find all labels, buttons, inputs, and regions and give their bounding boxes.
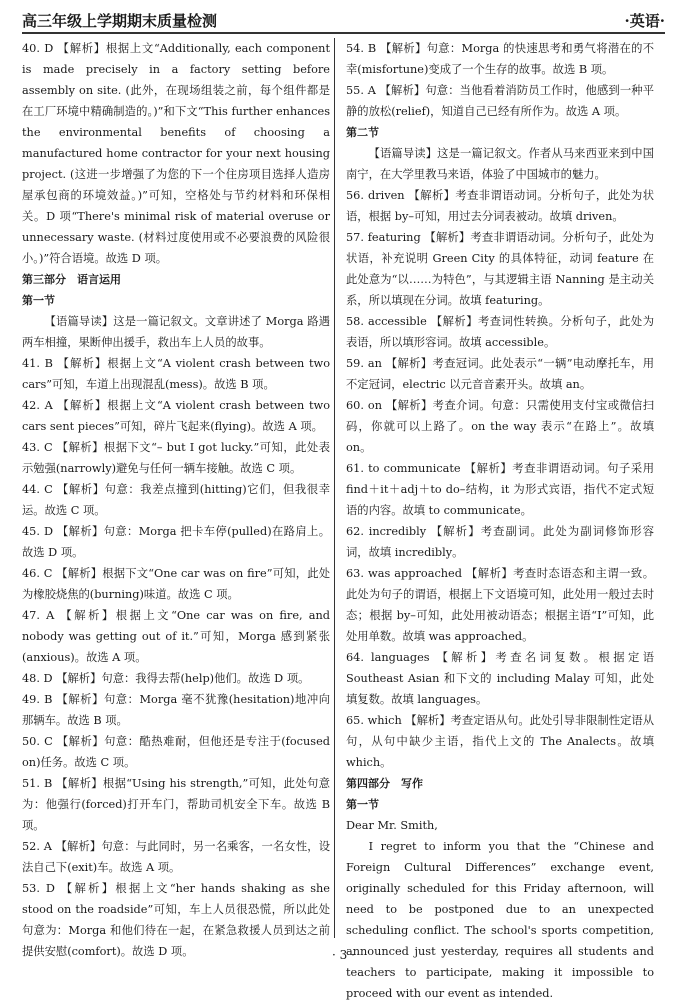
paragraph: 53. D 【解析】根据上文“her hands shaking as she stood on the roadside”可知，车上人员很恐慌，所以此处句意为：Morga 和他们待在一起，在紧急救援人员到达之前提供安慰(comfort)。故选 D 项。 — [22, 882, 330, 958]
paragraph: 44. C 【解析】句意：我差点撞到(hitting)它们，但我很幸运。故选 C 项。 — [22, 483, 330, 517]
section-heading: 第二节 — [346, 126, 379, 139]
paragraph: 【语篇导读】这是一篇记叙文。作者从马来西亚来到中国南宁，在大学里教马来语，体验了中国城市的魅力。 — [346, 147, 654, 181]
paragraph: 56. driven 【解析】考查非谓语动词。分析句子，此处为状语，根据 by–可知，用过去分词表被动。故填 driven。 — [346, 189, 654, 223]
paragraph: 43. C 【解析】根据下文“– but I got lucky.”可知，此处表示勉强(narrowly)避免与任何一辆车接触。故选 C 项。 — [22, 441, 330, 475]
paragraph: 61. to communicate 【解析】考查非谓语动词。句子采用 find＋it＋adj＋to do–结构，it 为形式宾语，指代不定式短语的内容。故填 to communicate。 — [346, 462, 654, 517]
paragraph: 54. B 【解析】句意：Morga 的快速思考和勇气将潜在的不幸(misfortune)变成了一个生存的故事。故选 B 项。 — [346, 42, 654, 76]
paragraph: Dear Mr. Smith, — [346, 819, 438, 832]
page-number: · 3 · — [332, 948, 355, 962]
paragraph: I regret to inform you that the “Chinese and Foreign Cultural Differences” exchange event, originally scheduled for this Friday afternoon, will need to be postponed due to an unexpected scheduling conflict. The school's sports competition, announced just yesterday, requires all students and teachers to participate, making it impossible to proceed with our event as intended. — [346, 840, 654, 1000]
paragraph: 57. featuring 【解析】考查非谓语动词。分析句子，此处为状语，补充说明 Green City 的具体特征，动词 feature 在此处意为“以……为特色”，与其逻辑主语 Nanning 是主动关系，所以填现在分词。故填 featuring。 — [346, 231, 654, 307]
paragraph: 41. B 【解析】根据上文“A violent crash between two cars”可知，车道上出现混乱(mess)。故选 B 项。 — [22, 357, 330, 391]
paragraph: 60. on 【解析】考查介词。句意：只需使用支付宝或微信扫码，你就可以上路了。on the way 表示“在路上”。故填 on。 — [346, 399, 654, 454]
paragraph: 62. incredibly 【解析】考查副词。此处为副词修饰形容词，故填 incredibly。 — [346, 525, 654, 559]
paragraph: 59. an 【解析】考查冠词。此处表示“一辆”电动摩托车，用不定冠词，electric 以元音音素开头。故填 an。 — [346, 357, 654, 391]
paragraph: 65. which 【解析】考查定语从句。此处引导非限制性定语从句，从句中缺少主语，指代上文的 The Analects。故填 which。 — [346, 714, 654, 769]
page-header — [22, 6, 665, 34]
column-divider — [334, 38, 335, 938]
section-heading: 第三部分 语言运用 — [22, 273, 121, 286]
paragraph: 52. A 【解析】句意：与此同时，另一名乘客，一名女性，设法自己下(exit)车。故选 A 项。 — [22, 840, 330, 874]
paragraph: 51. B 【解析】根据“Using his strength,”可知，此处句意为：他强行(forced)打开车门，帮助司机安全下车。故选 B 项。 — [22, 777, 330, 832]
paragraph: 46. C 【解析】根据下文“One car was on fire”可知，此处为橡胶烧焦的(burning)味道。故选 C 项。 — [22, 567, 330, 601]
paragraph: 47. A 【解析】根据上文“One car was on fire, and nobody was getting out of it.”可知，Morga 感到紧张(anxious)。故选 A 项。 — [22, 609, 330, 664]
paragraph: 58. accessible 【解析】考查词性转换。分析句子，此处为表语，所以填形容词。故填 accessible。 — [346, 315, 654, 349]
exam-title: 高三年级上学期期末质量检测 — [22, 12, 218, 30]
paragraph: 【语篇导读】这是一篇记叙文。文章讲述了 Morga 路遇两车相撞，果断伸出援手，救出车上人员的故事。 — [22, 315, 330, 349]
paragraph: 64. languages 【解析】考查名词复数。根据定语 Southeast Asian 和下文的 including Malay 可知，此处填复数。故填 languages。 — [346, 651, 654, 706]
paragraph: 48. D 【解析】句意：我得去帮(help)他们。故选 D 项。 — [22, 672, 310, 685]
subject-label: ·英语· — [624, 12, 665, 30]
paragraph: 42. A 【解析】根据上文“A violent crash between two cars sent pieces”可知，碎片飞起来(flying)。故选 A 项。 — [22, 399, 330, 433]
left-column — [22, 38, 330, 962]
section-heading: 第一节 — [22, 294, 55, 307]
paragraph: 49. B 【解析】句意：Morga 毫不犹豫(hesitation)地冲向那辆车。故选 B 项。 — [22, 693, 330, 727]
paragraph: 63. was approached 【解析】考查时态语态和主谓一致。此处为句子的谓语，根据上下文语境可知，此处用一般过去时态；根据 by–可知，此处用被动语态；根据主语“I”可知，此处用单数。故填 was approached。 — [346, 567, 654, 643]
paragraph: 40. D 【解析】根据上文“Additionally, each component is made precisely in a factory setting before assembly on site. (此外，在现场组装之前，每个组件都是在工厂环境中精确制造的。)”和下文“This further enhances the environmental benefits of choosing a manufactured home contractor for your next housing project. (这进一步增强了为您的下一个住房项目选择人造房屋承包商的环境效益。)”可知，空格处与节约材料和环保相关。D 项“There's minimal risk of material overuse or unnecessary waste. (材料过度使用或不必要浪费的风险很小。)”符合语境。故选 D 项。 — [22, 42, 330, 265]
section-heading: 第一节 — [346, 798, 379, 811]
paragraph: 50. C 【解析】句意：酷热难耐，但他还是专注于(focused on)任务。故选 C 项。 — [22, 735, 330, 769]
paragraph: 45. D 【解析】句意：Morga 把卡车停(pulled)在路肩上。故选 D 项。 — [22, 525, 330, 559]
section-heading: 第四部分 写作 — [346, 777, 423, 790]
paragraph: 55. A 【解析】句意：当他看着消防员工作时，他感到一种平静的放松(relief)，知道自己已经有所作为。故选 A 项。 — [346, 84, 654, 118]
right-column — [346, 38, 654, 1004]
